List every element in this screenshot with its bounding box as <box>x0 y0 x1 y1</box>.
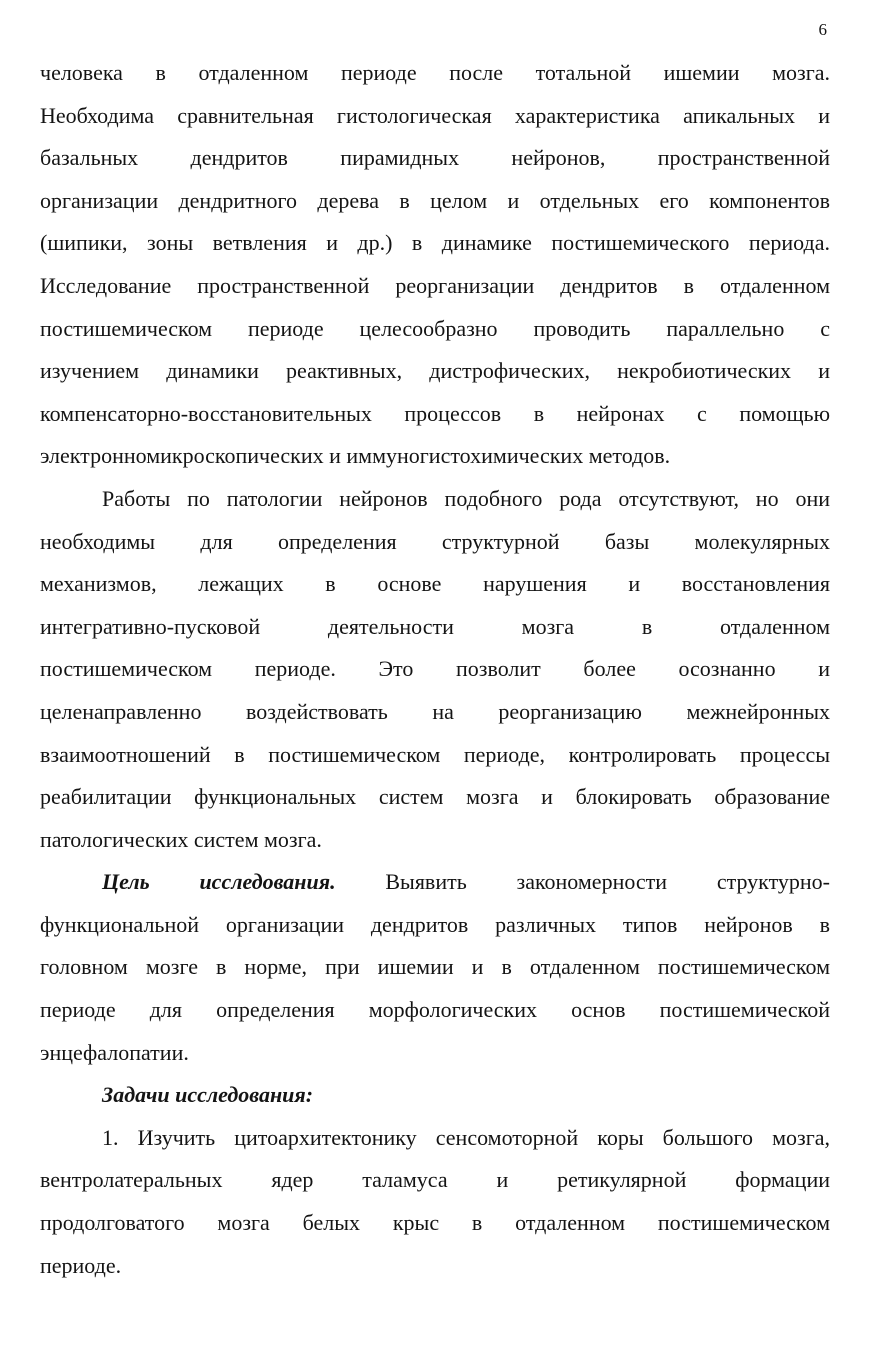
page-content <box>40 52 830 1287</box>
task-item-line: вентролатеральных ядер таламуса и ретикулярной формации <box>40 1167 830 1193</box>
paragraph-goal <box>40 861 830 1074</box>
text-line: взаимоотношений в постишемическом периоде, контролировать процессы <box>40 741 830 767</box>
text-line: реабилитации функциональных систем мозга и блокировать образование <box>40 784 830 810</box>
task-item-line: продолговатого мозга белых крыс в отдаленном постишемическом <box>40 1210 830 1236</box>
text-line: постишемическом периоде. Это позволит более осознанно и <box>40 656 830 682</box>
paragraph-continuation <box>40 52 830 478</box>
text-line: (шипики, зоны ветвления и др.) в динамике постишемического периода. <box>40 230 830 256</box>
text-line: целенаправленно воздействовать на реорганизацию межнейронных <box>40 698 830 724</box>
goal-first-line-text: Выявить закономерности структурно- <box>385 869 830 895</box>
task-item-line: 1. Изучить цитоархитектонику сенсомоторной коры большого мозга, <box>102 1124 830 1150</box>
text-line: интегративно-пусковой деятельности мозга в отдаленном <box>40 613 830 639</box>
text-line: головном мозге в норме, при ишемии и в отдаленном постишемическом <box>40 954 830 980</box>
tasks-section <box>40 1074 830 1287</box>
text-line: компенсаторно-восстановительных процессов в нейронах с помощью <box>40 400 830 426</box>
text-line: патологических систем мозга. <box>40 826 322 852</box>
tasks-heading: Задачи исследования: <box>102 1082 314 1108</box>
text-line: человека в отдаленном периоде после тотальной ишемии мозга. <box>40 60 830 85</box>
text-line: электронномикроскопических и иммуногистохимических методов. <box>40 443 671 469</box>
text-line: энцефалопатии. <box>40 1039 189 1065</box>
text-line: механизмов, лежащих в основе нарушения и восстановления <box>40 571 830 597</box>
paragraph-relevance <box>40 478 830 861</box>
text-line: периоде для определения морфологических основ постишемической <box>40 997 830 1023</box>
text-line: необходимы для определения структурной базы молекулярных <box>40 528 830 554</box>
goal-first-line <box>40 861 830 904</box>
text-line: базальных дендритов пирамидных нейронов, пространственной <box>40 145 830 171</box>
task-item-line: периоде. <box>40 1252 122 1278</box>
page-number: 6 <box>818 20 827 39</box>
text-line: изучением динамики реактивных, дистрофических, некробиотических и <box>40 358 830 384</box>
text-line: функциональной организации дендритов различных типов нейронов в <box>40 911 830 937</box>
goal-heading: Цель исследования. <box>102 869 336 895</box>
text-line: Необходима сравнительная гистологическая характеристика апикальных и <box>40 102 830 128</box>
text-line: постишемическом периоде целесообразно проводить параллельно с <box>40 315 830 341</box>
text-line: Работы по патологии нейронов подобного рода отсутствуют, но они <box>102 485 830 511</box>
text-line: Исследование пространственной реорганизации дендритов в отдаленном <box>40 272 830 298</box>
text-line: организации дендритного дерева в целом и отдельных его компонентов <box>40 187 830 213</box>
